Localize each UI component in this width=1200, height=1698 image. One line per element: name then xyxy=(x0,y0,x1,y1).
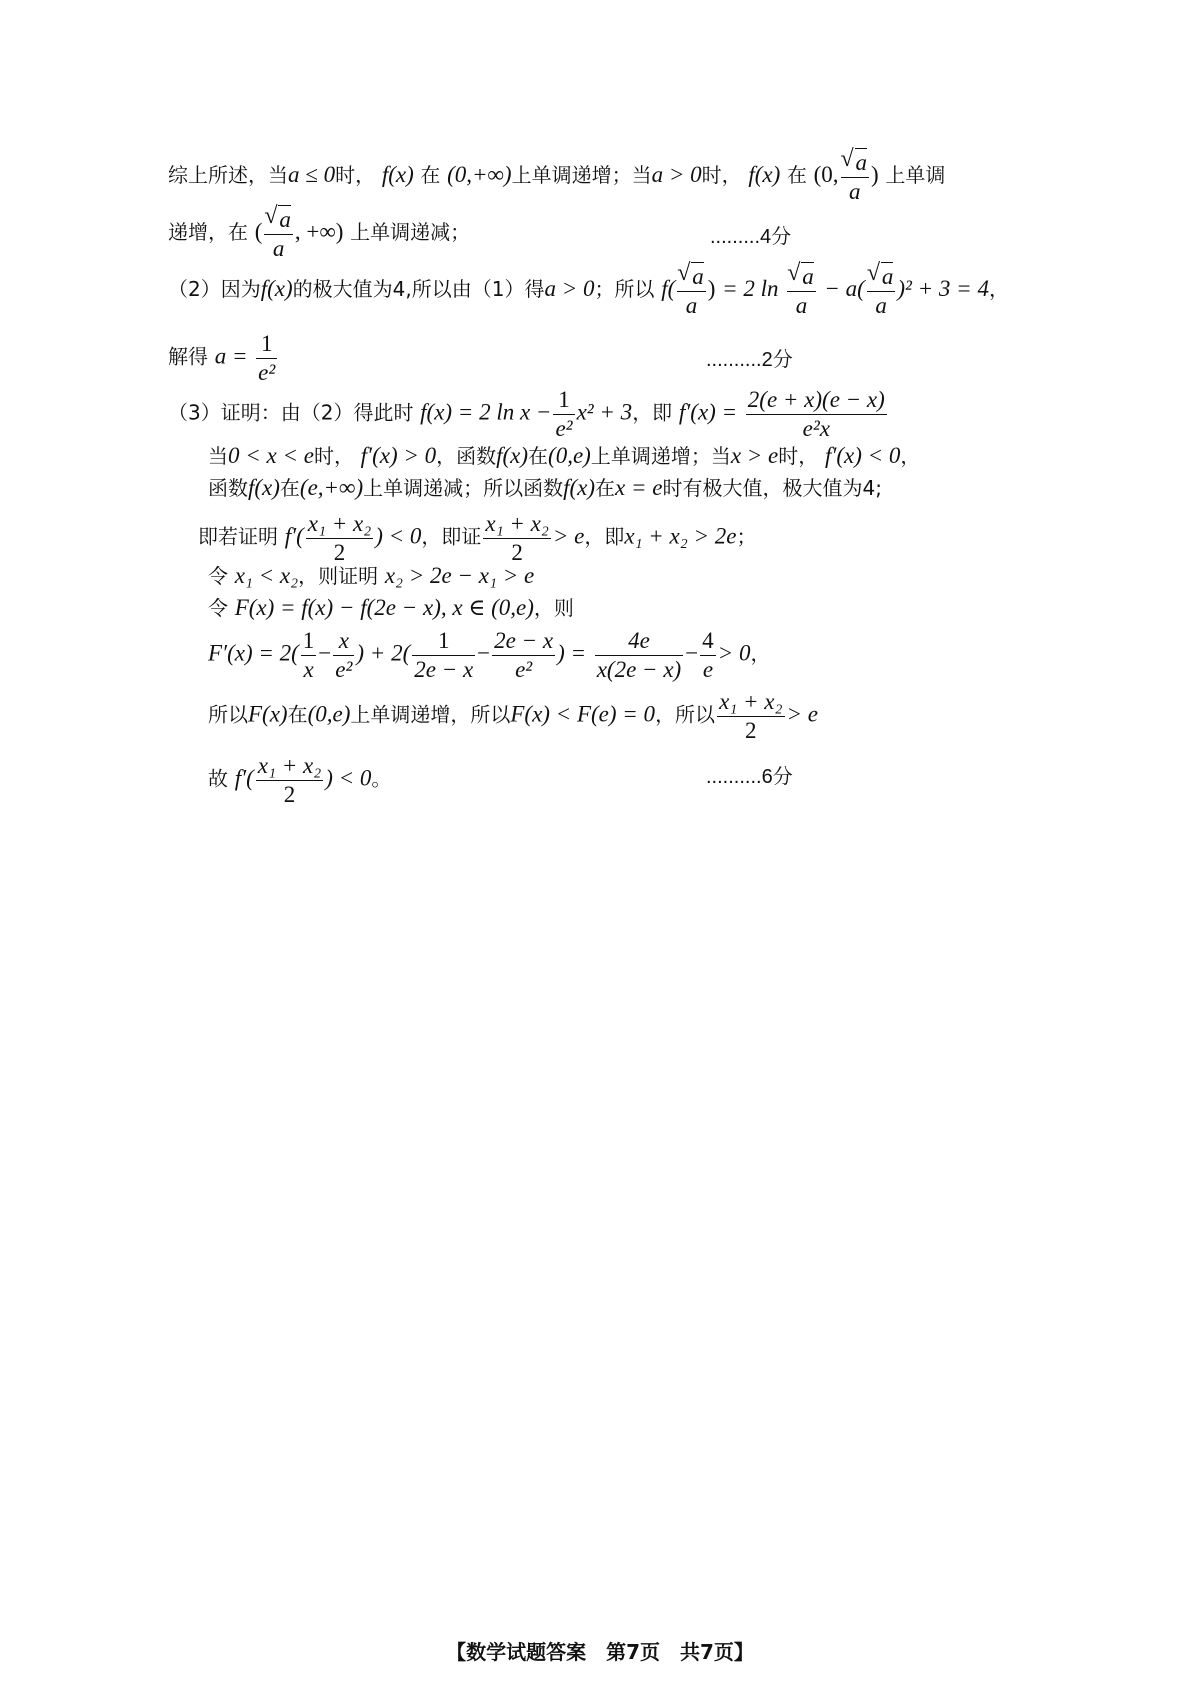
math: (0,e) xyxy=(307,701,351,727)
part-2-line: （2）因为f(x)的极大值为4,所以由（1）得a > 0；所以 f( √ $\frac{a}{a}$ ) = 2 ln √ $\frac{a}{a}$ − a( √ $\frac{a}{a}$ )² + 3 = 4， xyxy=(168,262,1009,319)
fraction-sqrt-a-over-a: √ $\frac{a}{a}$ xyxy=(787,262,816,319)
math: f(x) xyxy=(248,475,280,500)
math: f′(x) > 0 xyxy=(360,443,437,468)
text: （3）证明：由（2）得此时 xyxy=(168,400,414,425)
part-3-line-6 xyxy=(208,596,574,619)
text: 上单调递增；当 xyxy=(511,163,652,188)
text: 的极大值为4,所以由（1）得 xyxy=(292,277,545,302)
text: ，则证明 xyxy=(298,564,379,588)
math: ) + 2( xyxy=(356,640,411,666)
text: ， xyxy=(750,641,771,666)
text: 在 xyxy=(595,476,616,500)
page-footer: 【数学试题答案 第7页 共7页】 xyxy=(446,1640,754,1664)
math: (0, xyxy=(813,162,839,188)
text: ； xyxy=(736,524,757,549)
math: F(x) < F(e) = 0 xyxy=(510,701,656,727)
math: > e xyxy=(786,701,818,727)
part-2-result xyxy=(168,330,279,386)
text: 时有极大值，极大值为4; xyxy=(662,476,882,500)
text: 令 xyxy=(208,596,228,620)
fraction-1-over-e2: $\frac{1}{\text{e²}}$ xyxy=(258,331,276,385)
text: 上单调递减；所以函数 xyxy=(363,476,564,500)
part-3-line-1 xyxy=(168,386,889,442)
math: (0,+∞) xyxy=(447,162,512,188)
text: 在 xyxy=(786,163,807,188)
math: a > 0 xyxy=(651,162,702,188)
text: 上单调递增；当 xyxy=(590,444,731,468)
fraction-sqrt-a-over-a: √ $\frac{a}{a}$ xyxy=(841,148,870,205)
text: 在 xyxy=(279,476,300,500)
math: F(x) xyxy=(248,701,288,727)
score-2: ..........2分 xyxy=(706,349,793,371)
text: 所以 xyxy=(208,702,248,727)
math: f′( xyxy=(234,765,254,791)
fraction-sqrt-a-over-a: √ $\frac{a}{a}$ xyxy=(867,262,896,319)
math: f(x) xyxy=(381,162,414,188)
math: a > 0 xyxy=(544,276,595,302)
score-4: .........4分 xyxy=(710,226,792,248)
text: 上单调递增，所以 xyxy=(350,702,511,727)
fraction-sqrt-a-over-a: √ $\frac{a}{a}$ xyxy=(677,262,706,319)
part-3-line-9 xyxy=(208,752,391,808)
text: 。 xyxy=(371,766,392,791)
text: 在 xyxy=(287,702,308,727)
fraction-1-over-2e-minus-x: $\frac{1}{2e - x}$ xyxy=(414,628,474,682)
text: ， xyxy=(900,444,921,468)
math: > e xyxy=(552,523,585,549)
math: a = xyxy=(214,343,248,369)
text: ，所以 xyxy=(655,702,716,727)
math: )² + 3 = 4 xyxy=(897,276,989,302)
score-6: ..........6分 xyxy=(706,766,793,788)
math: f(x) xyxy=(563,475,596,500)
text: 时， xyxy=(778,444,819,468)
text: 时， xyxy=(335,163,376,188)
text: 解得 xyxy=(168,344,208,369)
math: f′( xyxy=(284,523,304,549)
math: ) < 0 xyxy=(375,523,422,549)
fraction-x-over-e2: $\frac{x}{\text{e²}}$ xyxy=(335,628,353,682)
math: F(x) = f(x) − f(2e − x), x ∈ (0,e) xyxy=(234,595,534,620)
text: ， xyxy=(988,277,1009,302)
math: (e,+∞) xyxy=(299,475,364,500)
text: ，即 xyxy=(632,400,673,425)
math: > 0 xyxy=(717,640,751,666)
text: 上单调递减； xyxy=(350,220,471,245)
fraction-sqrt-a-over-a: √ $\frac{a}{a}$ xyxy=(264,205,293,262)
math: 0 < x < e xyxy=(228,443,314,468)
text: 上单调 xyxy=(885,163,946,188)
text: 综上所述，当 xyxy=(168,163,288,188)
conclusion-line-2: 递增，在 ( √ $\frac{a}{a}$ , +∞) 上单调递减； xyxy=(168,205,470,262)
fraction-x1x2-over-2: $\frac{\text{x₁ + x₂}}{2}$ xyxy=(485,511,549,565)
text: 递增，在 xyxy=(168,220,248,245)
fraction-2e-minus-x-over-e2: $\frac{2e - x}{\text{e²}}$ xyxy=(494,628,554,682)
math: x² + 3 xyxy=(576,399,633,425)
text: （2）因为 xyxy=(168,277,261,302)
part-3-line-7: F′(x) = 2( $\frac{1}{x}$ − $\frac{x}{\text{e²}}$ ) + 2( $\frac{1}{2e - x}$ − $\frac{2e - x}{\text{e²}}$ ) = $\frac{4e}{x(2e - x)}$ − $\frac{4}{e}$ > 0， xyxy=(208,628,771,682)
math: f(x) = 2 ln x − xyxy=(420,399,552,425)
fraction-1-over-e2: $\frac{1}{\text{e²}}$ xyxy=(555,387,573,441)
math: f′(x) < 0 xyxy=(824,443,901,468)
fraction-x1x2-over-2: $\frac{\text{x₁ + x₂}}{2}$ xyxy=(307,511,372,565)
math: = 2 ln xyxy=(722,276,779,302)
text: 时， xyxy=(701,163,742,188)
part-3-line-8 xyxy=(208,688,818,744)
part-3-line-5 xyxy=(208,564,534,587)
math: (0,e) xyxy=(548,443,591,468)
text: ，即证 xyxy=(421,524,482,549)
text: ，函数 xyxy=(436,444,497,468)
math: x = e xyxy=(615,475,663,500)
part-3-line-3 xyxy=(208,476,882,499)
fraction-x1x2-over-2: $\frac{\text{x₁ + x₂}}{2}$ xyxy=(257,753,322,807)
text: 在 xyxy=(420,163,441,188)
text: 在 xyxy=(528,444,549,468)
text: 时， xyxy=(313,444,354,468)
math: ) < 0 xyxy=(325,765,372,791)
part-3-line-2 xyxy=(208,444,920,467)
part-3-line-4 xyxy=(198,510,757,566)
fraction-1-over-x: $\frac{1}{x}$ xyxy=(302,628,315,682)
fraction-derivative: $\frac{2(e + x)(e - x)}{\text{e²x}}$ xyxy=(747,387,885,441)
math: F′(x) = 2( xyxy=(208,640,299,666)
math: f(x) xyxy=(260,276,293,302)
math: − a( xyxy=(824,276,865,302)
fraction-4-over-e: $\frac{4}{e}$ xyxy=(702,628,714,682)
math: x₁ + x₂ > 2e xyxy=(624,523,737,549)
math: x₂ > 2e − x₁ > e xyxy=(384,563,535,588)
fraction-x1x2-over-2: $\frac{\text{x₁ + x₂}}{2}$ xyxy=(719,689,783,743)
text: 即若证明 xyxy=(198,524,278,549)
math: ) = xyxy=(557,640,587,666)
math: f(x) xyxy=(748,162,781,188)
math: x > e xyxy=(730,443,779,468)
math: x₁ < x₂ xyxy=(234,563,299,588)
text: 令 xyxy=(208,564,228,588)
text: 当 xyxy=(208,444,228,468)
fraction-4e-over-x-2e-minus-x: $\frac{4e}{x(2e - x)}$ xyxy=(596,628,682,682)
text: ，则 xyxy=(533,596,574,620)
text: 函数 xyxy=(208,476,248,500)
conclusion-line-1: 综上所述，当a ≤ 0时， f(x) 在 (0,+∞)上单调递增；当a > 0时， f(x) 在 (0, √ $\frac{a}{a}$ ) 上单调 xyxy=(168,148,945,205)
text: 故 xyxy=(208,766,228,791)
math: a ≤ 0 xyxy=(288,162,336,188)
math: f(x) xyxy=(496,443,529,468)
text: ；所以 xyxy=(594,277,655,302)
text: ，即 xyxy=(584,524,625,549)
math: f′(x) = xyxy=(678,399,738,425)
